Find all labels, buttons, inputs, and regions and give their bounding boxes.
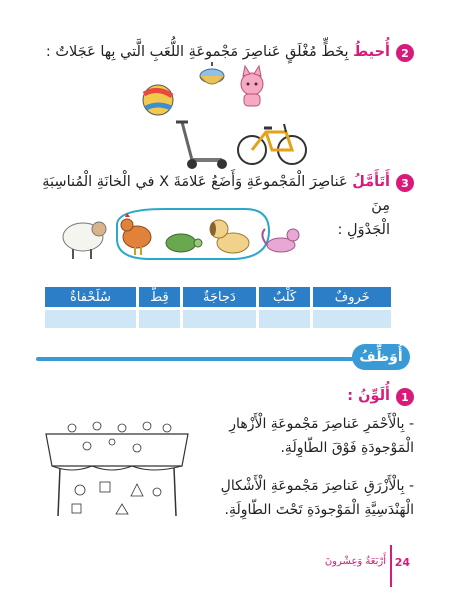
turtle-icon bbox=[166, 234, 202, 252]
exercise-verb: أُحيطُ bbox=[353, 44, 390, 60]
toys-illustration bbox=[140, 62, 310, 172]
scooter-icon bbox=[176, 122, 227, 169]
table-row bbox=[45, 310, 391, 328]
exercise-verb: أَتَأَمَّلُ bbox=[352, 174, 390, 190]
table-header-cell: كَلْبٌ bbox=[259, 287, 311, 307]
exercise-1-instruction bbox=[347, 384, 390, 408]
table-header-cell: دَجاجَةٌ bbox=[183, 287, 256, 307]
table-header-row bbox=[45, 287, 391, 307]
exercise-2 bbox=[46, 40, 414, 64]
exercise-number-badge: 3 bbox=[396, 174, 414, 192]
table-header-cell: سُلَحْفاةٌ bbox=[45, 287, 136, 307]
exercise-text: عَناصِرَ الْمَجْموعَةِ وَأَضَعُ عَلامَةَ X في الْخانَةِ الْمُناسِبَةِ مِنَ bbox=[42, 174, 390, 214]
exercise-number-badge: 1 bbox=[396, 388, 414, 406]
page-number-words: أَرْبَعَةٌ وَعِشْرونَ bbox=[324, 556, 386, 567]
dog-icon bbox=[210, 220, 249, 253]
instruction-line: الْمَوْجودَةِ فَوْقَ الطّاوِلَةِ. bbox=[280, 440, 414, 456]
bicycle-icon bbox=[238, 124, 306, 164]
section-divider bbox=[36, 357, 356, 361]
animals-illustration bbox=[55, 205, 305, 265]
geometric-shapes-icon bbox=[72, 482, 161, 514]
table-header-cell: خَروفٌ bbox=[313, 287, 391, 307]
coloring-instruction-2 bbox=[204, 474, 414, 522]
section-title-badge: أُوَظِّفُ bbox=[352, 344, 410, 370]
classification-table bbox=[42, 284, 394, 331]
cat-toy-icon bbox=[241, 66, 263, 106]
table-answer-cell[interactable] bbox=[45, 310, 136, 328]
footer-divider bbox=[390, 545, 392, 587]
sheep-icon bbox=[63, 222, 106, 259]
exercise-2-instruction bbox=[46, 40, 390, 64]
table-answer-cell[interactable] bbox=[183, 310, 256, 328]
exercise-verb: أُلَوِّنُ : bbox=[347, 388, 390, 404]
coloring-instruction-1 bbox=[204, 412, 414, 460]
table-answer-cell[interactable] bbox=[139, 310, 180, 328]
exercise-text-line2: الْجَدْوَلِ : bbox=[337, 222, 390, 238]
hen-icon bbox=[121, 213, 151, 255]
instruction-line: الْهَنْدَسِيَّةِ الْمَوْجودَةِ تَحْتَ الطّاوِلَةِ. bbox=[224, 502, 414, 518]
table-header-cell: قِطٌّ bbox=[139, 287, 180, 307]
table-drawing bbox=[42, 412, 192, 522]
exercise-1 bbox=[347, 384, 414, 408]
page-number: 24 bbox=[394, 556, 410, 569]
table-answer-cell[interactable] bbox=[313, 310, 391, 328]
instruction-line: - بِالْأَحْمَرِ عَناصِرَ مَجْموعَةِ الْأَزْهارِ bbox=[229, 416, 414, 432]
table-answer-cell[interactable] bbox=[259, 310, 311, 328]
exercise-number-badge: 2 bbox=[396, 44, 414, 62]
exercise-text: بِخَطٍّ مُغْلَقٍ عَناصِرَ مَجْموعَةِ اللُّعَبِ الَّتي بِها عَجَلاتٌ : bbox=[45, 44, 349, 60]
ball-icon bbox=[143, 85, 173, 115]
spinning-top-icon bbox=[200, 62, 224, 84]
instruction-line: - بِالْأَزْرَقِ عَناصِرَ مَجْموعَةِ الْأَشْكالِ bbox=[220, 478, 414, 494]
